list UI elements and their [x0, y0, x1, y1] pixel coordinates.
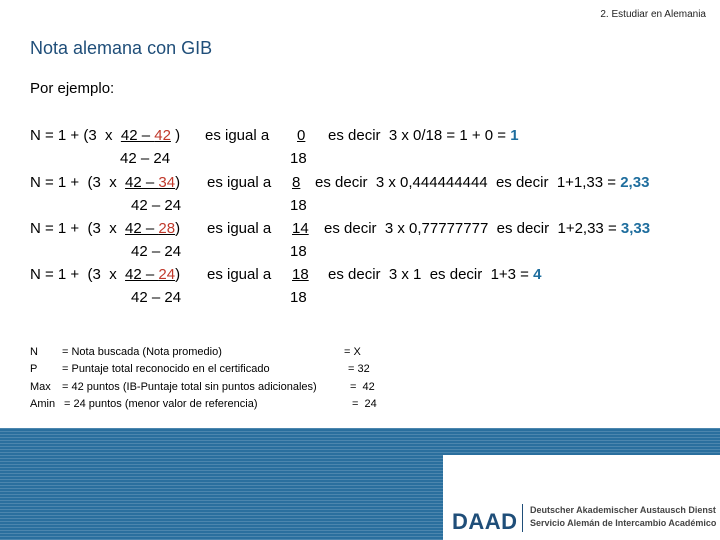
chapter-label: 2. Estudiar en Alemania [600, 9, 706, 20]
equation-prefix: N = 1 + (3 x [30, 266, 126, 283]
equation-denominator: 42 – 24 [131, 197, 182, 214]
logo-org-spanish: Servicio Alemán de Intercambio Académico [530, 518, 717, 528]
fraction-numerator: 18 [292, 266, 309, 283]
fraction-denominator: 18 [290, 289, 307, 306]
equation-numerator-term [125, 266, 175, 283]
equation-explanation: es decir 3 x 0/18 = 1 + 0 = 1 [328, 127, 519, 144]
slide-subtitle: Por ejemplo: [30, 80, 115, 97]
equation-numerator-value: 42 – 34 [125, 174, 176, 191]
legend-symbol: P [30, 363, 38, 375]
legend-description: = 24 puntos (menor valor de referencia) [64, 398, 258, 410]
equation-explanation: es decir 3 x 0,77777777 es decir 1+2,33 = 3,33 [324, 220, 651, 237]
equation-result: 2,33 [620, 174, 650, 191]
equation-close: ) [170, 127, 181, 144]
highlighted-term: 34 [158, 174, 176, 191]
es-igual-label: es igual a [205, 127, 270, 144]
highlighted-term: 28 [158, 220, 176, 237]
equation-numerator-value: 42 – 28 [125, 220, 176, 237]
equation-explanation: es decir 3 x 1 es decir 1+3 = 4 [328, 266, 542, 283]
fraction-numerator: 8 [292, 174, 301, 191]
legend-description: = Puntaje total reconocido en el certificado [62, 363, 270, 375]
logo-divider [522, 504, 523, 532]
legend-value: = 32 [348, 363, 370, 375]
equation-numerator-term [121, 127, 171, 144]
equation-row-4 [30, 266, 180, 284]
fraction-denominator: 18 [290, 197, 307, 214]
legend-value: = 24 [352, 398, 377, 410]
legend-description: = Nota buscada (Nota promedio) [62, 346, 222, 358]
equation-row-2 [30, 174, 180, 192]
equation-result: 4 [533, 266, 542, 283]
es-igual-label: es igual a [207, 174, 272, 191]
equation-denominator: 42 – 24 [131, 243, 182, 260]
legend-value: = 42 [350, 381, 375, 393]
equation-close: ) [175, 174, 181, 191]
highlighted-term: 24 [158, 266, 176, 283]
highlighted-term: 42 [154, 127, 171, 144]
equation-denominator: 42 – 24 [131, 289, 182, 306]
equation-numerator-value: 42 – 24 [125, 266, 176, 283]
fraction-denominator: 18 [290, 150, 307, 167]
equation-prefix: N = 1 + (3 x [30, 127, 121, 144]
logo-org-german: Deutscher Akademischer Austausch Dienst [530, 505, 716, 515]
equation-result: 3,33 [620, 220, 651, 237]
equation-result: 1 [510, 127, 519, 144]
legend-symbol: Amin [30, 398, 56, 410]
equation-row-3 [30, 220, 180, 238]
equation-numerator-term [125, 174, 175, 191]
equation-close: ) [175, 266, 181, 283]
slide-title: Nota alemana con GIB [30, 38, 213, 58]
equation-denominator: 42 – 24 [120, 150, 171, 167]
equation-row-1 [30, 127, 180, 145]
es-igual-label: es igual a [207, 220, 272, 237]
es-igual-label: es igual a [207, 266, 272, 283]
equation-prefix: N = 1 + (3 x [30, 174, 126, 191]
equation-explanation: es decir 3 x 0,444444444 es decir 1+1,33 = 2,33 [315, 174, 650, 191]
fraction-denominator: 18 [290, 243, 307, 260]
equation-close: ) [175, 220, 181, 237]
legend-symbol: Max [30, 381, 51, 393]
legend-symbol: N [30, 346, 38, 358]
fraction-numerator: 0 [297, 127, 306, 144]
equation-prefix: N = 1 + (3 x [30, 220, 126, 237]
fraction-numerator: 14 [292, 220, 309, 237]
equation-numerator-term [125, 220, 175, 237]
legend-description: = 42 puntos (IB-Puntaje total sin puntos adicionales) [62, 381, 317, 393]
legend-value: = X [344, 346, 361, 358]
equation-numerator-value: 42 – 42 [120, 127, 171, 144]
daad-logo: DAAD [452, 509, 518, 534]
